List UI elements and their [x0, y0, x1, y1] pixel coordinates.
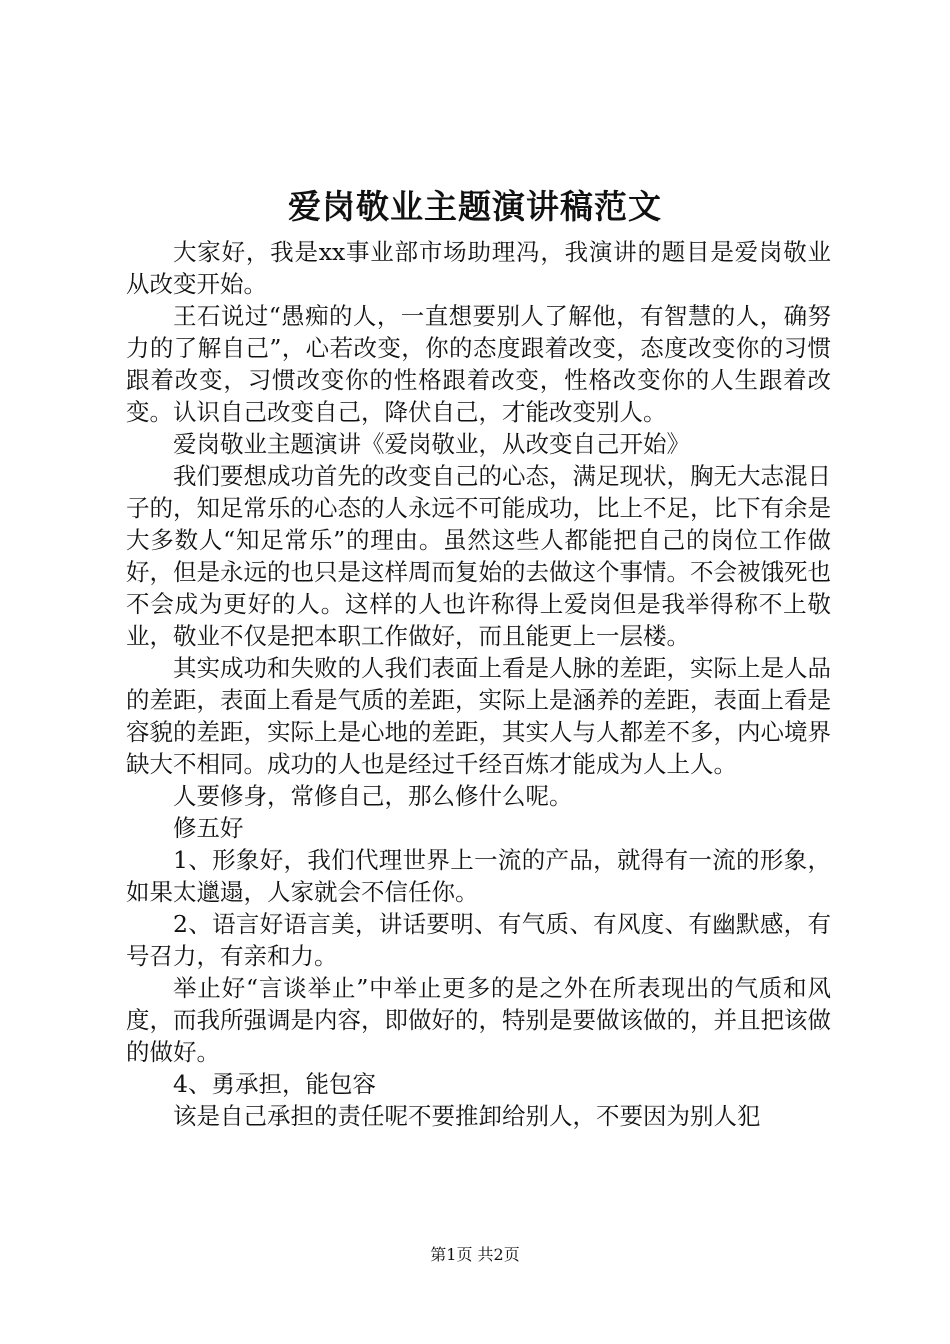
paragraph: 爱岗敬业主题演讲《爱岗敬业，从改变自己开始》	[173, 430, 690, 458]
paragraph: 1、形象好，我们代理世界上一流的产品，就得有一流的形象，如果太邋遢，人家就会不信任你。	[126, 846, 831, 906]
paragraph: 王石说过“愚痴的人，一直想要别人了解他，有智慧的人，确努力的了解自己”，心若改变，你的态度跟着改变，态度改变你的习惯跟着改变，习惯改变你的性格跟着改变，性格改变你的人生跟着改变。认识自己改变自己，降伏自己，才能改变别人。	[126, 302, 831, 426]
paragraph: 举止好“言谈举止”中举止更多的是之外在所表现出的气质和风度，而我所强调是内容，即做好的，特别是要做该做的，并且把该做的做好。	[126, 974, 831, 1066]
document-body	[126, 236, 831, 1132]
paragraph: 人要修身，常修自己，那么修什么呢。	[173, 782, 573, 810]
paragraph: 大家好，我是xx事业部市场助理冯，我演讲的题目是爱岗敬业从改变开始。	[126, 238, 831, 298]
document-title: 爱岗敬业主题演讲稿范文	[288, 187, 662, 226]
paragraph: 4、勇承担，能包容	[173, 1070, 376, 1098]
paragraph: 该是自己承担的责任呢不要推卸给别人，不要因为别人犯	[173, 1102, 761, 1130]
page-footer: 第1页 共2页	[430, 1245, 520, 1264]
paragraph: 修五好	[173, 814, 244, 842]
paragraph: 其实成功和失败的人我们表面上看是人脉的差距，实际上是人品的差距，表面上看是气质的差距，实际上是涵养的差距，表面上看是容貌的差距，实际上是心地的差距，其实人与人都差不多，内心境界缺大不相同。成功的人也是经过千经百炼才能成为人上人。	[126, 654, 831, 778]
paragraph: 2、语言好语言美，讲话要明、有气质、有风度、有幽默感，有号召力，有亲和力。	[126, 910, 831, 970]
paragraph: 我们要想成功首先的改变自己的心态，满足现状，胸无大志混日子的，知足常乐的心态的人永远不可能成功，比上不足，比下有余是大多数人“知足常乐”的理由。虽然这些人都能把自己的岗位工作做好，但是永远的也只是这样周而复始的去做这个事情。不会被饿死也不会成为更好的人。这样的人也许称得上爱岗但是我举得称不上敬业，敬业不仅是把本职工作做好，而且能更上一层楼。	[126, 462, 831, 650]
